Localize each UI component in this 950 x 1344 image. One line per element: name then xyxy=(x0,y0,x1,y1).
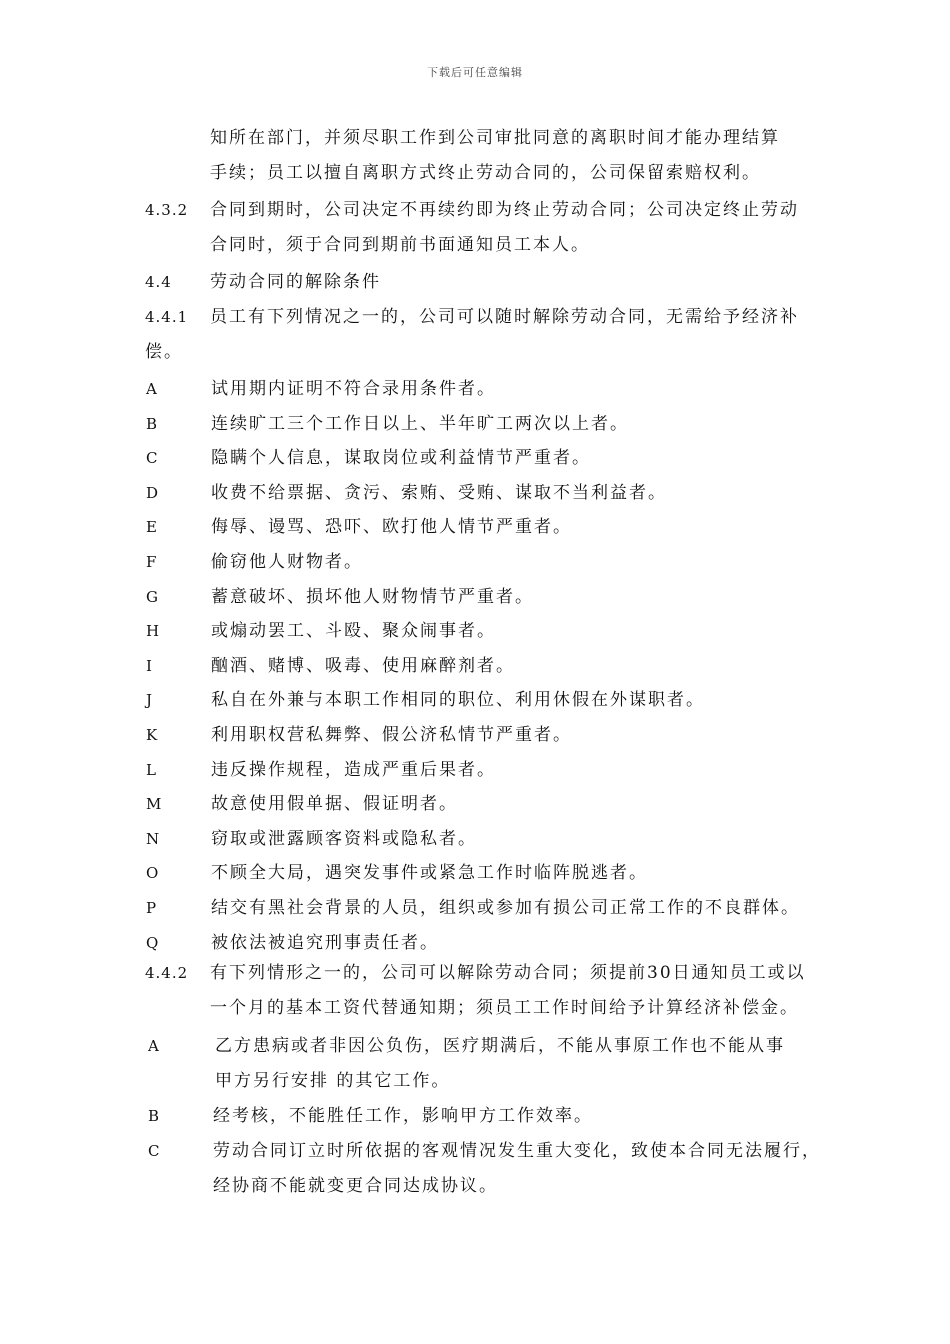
section-number: 4.4.1 xyxy=(145,308,189,326)
paragraph-line: 有下列情形之一的，公司可以解除劳动合同；须提前30日通知员工或以 xyxy=(210,963,806,983)
list-item-letter: M xyxy=(146,795,163,813)
list-item-text: 连续旷工三个工作日以上、半年旷工两次以上者。 xyxy=(211,414,629,434)
list-item-text: 私自在外兼与本职工作相同的职位、利用休假在外谋职者。 xyxy=(211,690,705,710)
list-item-text: 收费不给票据、贪污、索贿、受贿、谋取不当利益者。 xyxy=(211,483,667,503)
list-item-text: 偷窃他人财物者。 xyxy=(211,552,363,572)
paragraph-line: 手续；员工以擅自离职方式终止劳动合同的，公司保留索赔权利。 xyxy=(210,163,761,183)
list-item-text: 经协商不能就变更合同达成协议。 xyxy=(213,1176,498,1196)
list-item-letter: N xyxy=(146,830,161,848)
section-number: 4.3.2 xyxy=(145,201,189,219)
list-item-text: 被依法被追究刑事责任者。 xyxy=(211,933,439,953)
list-item-text: 违反操作规程，造成严重后果者。 xyxy=(211,760,496,780)
list-item-letter: A xyxy=(148,1037,160,1055)
list-item-letter: I xyxy=(146,657,153,675)
list-item-text: 不顾全大局，遇突发事件或紧急工作时临阵脱逃者。 xyxy=(211,863,648,883)
list-item-letter: A xyxy=(146,380,158,398)
list-item-letter: D xyxy=(146,484,160,502)
list-item-letter: B xyxy=(148,1107,161,1125)
list-item-letter: E xyxy=(146,518,158,536)
list-item-letter: P xyxy=(146,899,158,917)
paragraph-line: 偿。 xyxy=(145,342,183,362)
list-item-letter: H xyxy=(146,622,161,640)
list-item-text: 窃取或泄露顾客资料或隐私者。 xyxy=(211,829,477,849)
list-item-text: 或煽动罢工、斗殴、聚众闹事者。 xyxy=(211,621,496,641)
list-item-text: 试用期内证明不符合录用条件者。 xyxy=(211,379,496,399)
paragraph-line: 知所在部门，并须尽职工作到公司审批同意的离职时间才能办理结算 xyxy=(210,128,780,148)
paragraph-line: 员工有下列情况之一的，公司可以随时解除劳动合同，无需给予经济补 xyxy=(210,307,799,327)
list-item-text: 利用职权营私舞弊、假公济私情节严重者。 xyxy=(211,725,572,745)
list-item-text: 乙方患病或者非因公负伤，医疗期满后，不能从事原工作也不能从事 xyxy=(215,1036,785,1056)
paragraph-line: 合同时，须于合同到期前书面通知员工本人。 xyxy=(210,235,590,255)
list-item-letter: B xyxy=(146,415,159,433)
list-item-letter: O xyxy=(146,864,160,882)
list-item-text: 经考核，不能胜任工作，影响甲方工作效率。 xyxy=(213,1106,593,1126)
list-item-text: 甲方另行安排 的其它工作。 xyxy=(215,1071,451,1091)
list-item-letter: C xyxy=(146,449,159,467)
section-number: 4.4.2 xyxy=(145,964,189,982)
paragraph-line: 合同到期时，公司决定不再续约即为终止劳动合同；公司决定终止劳动 xyxy=(210,200,799,220)
list-item-letter: F xyxy=(146,553,158,571)
list-item-letter: G xyxy=(146,588,159,606)
list-item-text: 结交有黑社会背景的人员，组织或参加有损公司正常工作的不良群体。 xyxy=(211,898,800,918)
list-item-letter: K xyxy=(146,726,159,744)
section-title: 劳动合同的解除条件 xyxy=(210,272,381,292)
list-item-text: 酗酒、赌博、吸毒、使用麻醉剂者。 xyxy=(211,656,515,676)
list-item-letter: C xyxy=(148,1142,161,1160)
list-item-text: 蓄意破坏、损坏他人财物情节严重者。 xyxy=(211,587,534,607)
list-item-text: 隐瞒个人信息，谋取岗位或利益情节严重者。 xyxy=(211,448,591,468)
paragraph-line: 一个月的基本工资代替通知期；须员工工作时间给予计算经济补偿金。 xyxy=(210,998,799,1018)
list-item-text: 劳动合同订立时所依据的客观情况发生重大变化，致使本合同无法履行， xyxy=(213,1141,821,1161)
list-item-letter: L xyxy=(146,761,157,779)
section-number: 4.4 xyxy=(145,273,172,291)
page-header: 下载后可任意编辑 xyxy=(427,66,523,79)
list-item-text: 侮辱、谩骂、恐吓、欧打他人情节严重者。 xyxy=(211,517,572,537)
list-item-letter: J xyxy=(146,691,154,709)
list-item-letter: Q xyxy=(146,934,160,952)
list-item-text: 故意使用假单据、假证明者。 xyxy=(211,794,458,814)
